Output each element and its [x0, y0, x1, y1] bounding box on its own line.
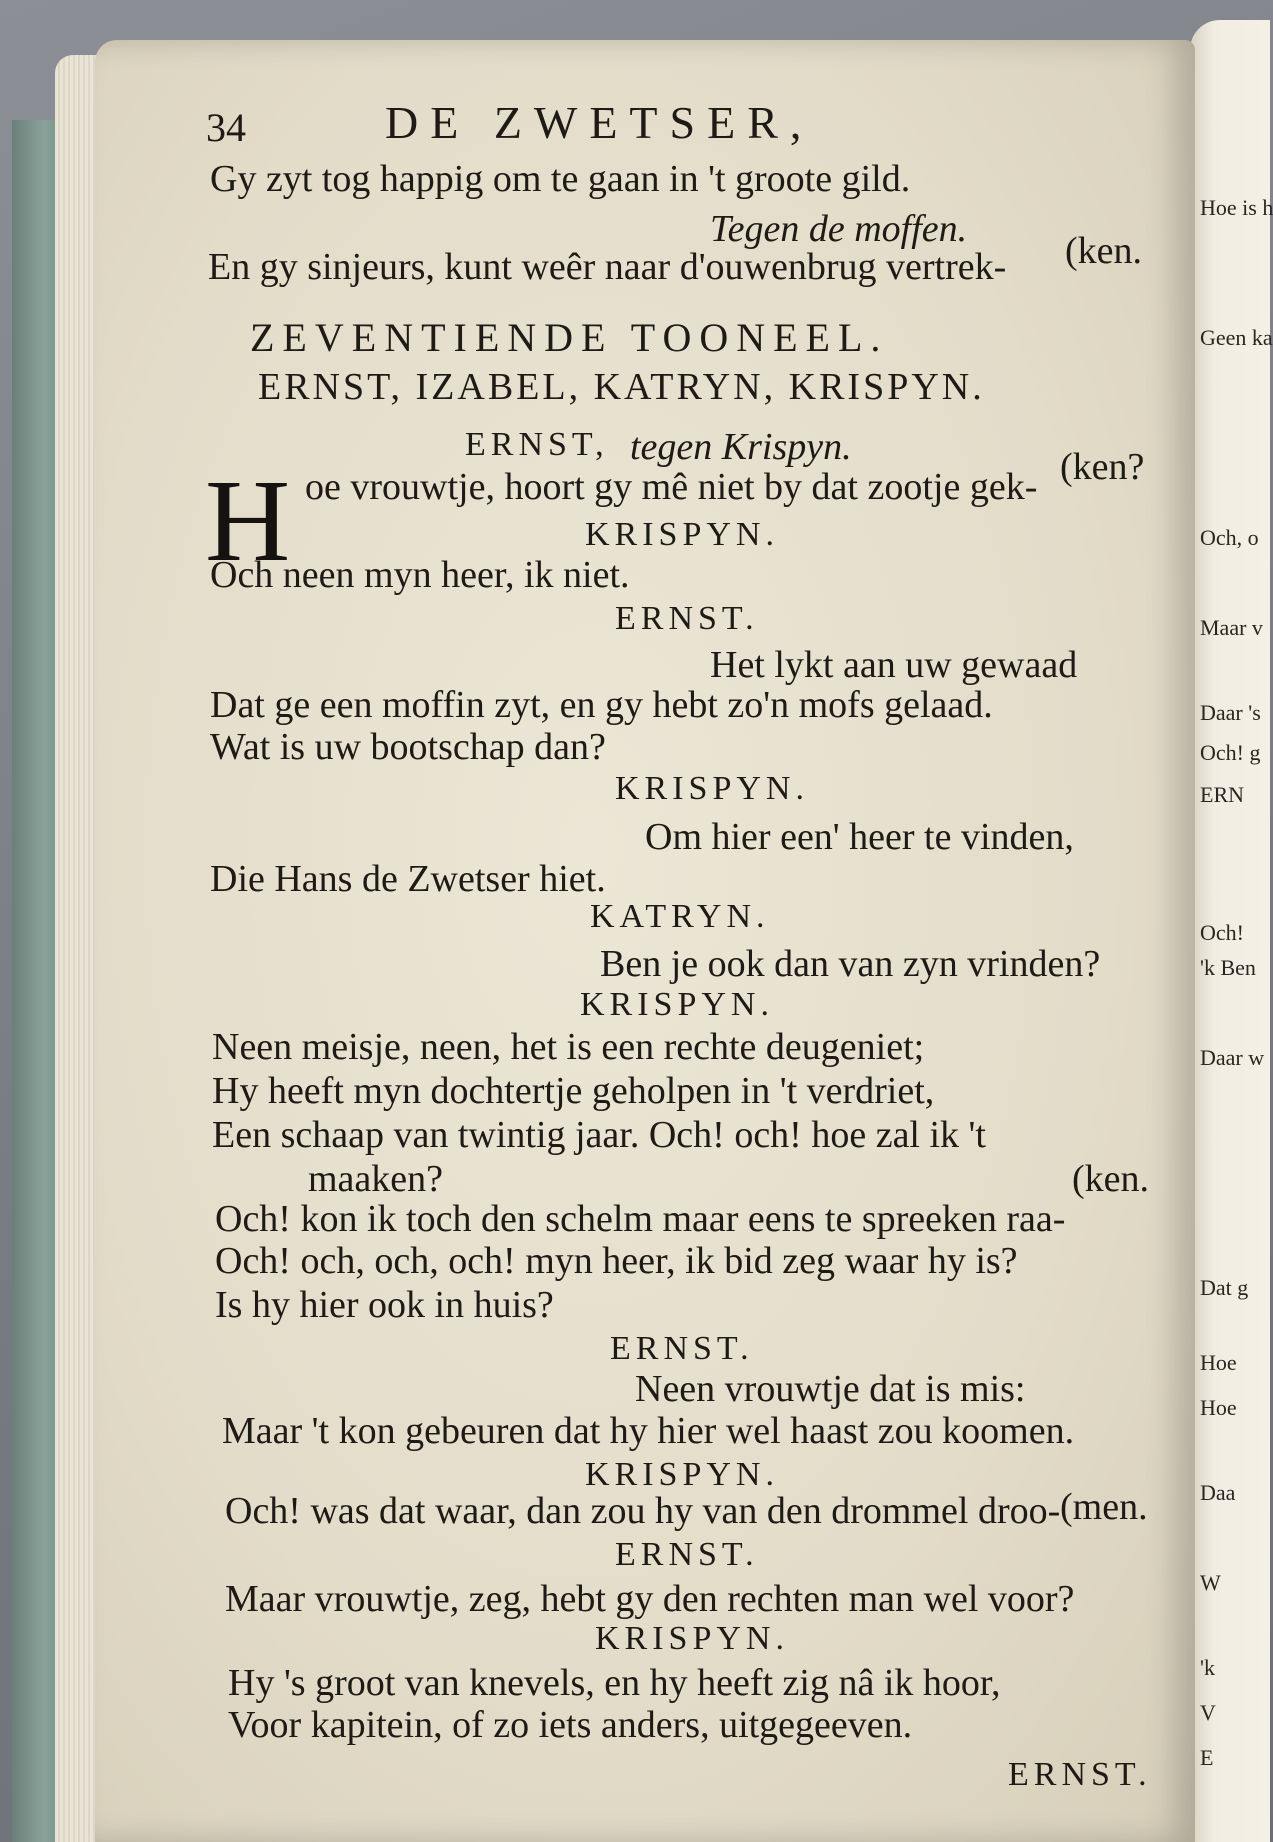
verse-line: Gy zyt tog happig om te gaan in 't groote gild. — [210, 158, 911, 200]
facing-page-fragment: Geen ka — [1200, 325, 1273, 350]
verse-line: Neen meisje, neen, het is een rechte deugeniet; — [212, 1026, 925, 1068]
facing-page-fragment: Maar v — [1200, 615, 1263, 640]
facing-page-fragment: E — [1200, 1745, 1214, 1770]
speaker-name: ERNST, — [465, 426, 609, 463]
verse-line: Hy 's groot van knevels, en hy heeft zig nâ ik hoor, — [228, 1662, 1001, 1704]
drop-capital: H — [205, 455, 291, 586]
speaker-name: KATRYN. — [590, 898, 770, 935]
facing-page-fragment: Och, o — [1200, 525, 1259, 550]
speaker-name: KRISPYN. — [580, 986, 774, 1023]
facing-page-fragment: W — [1200, 1570, 1221, 1595]
speaker-name: KRISPYN. — [595, 1620, 789, 1657]
turnover: (ken. — [1065, 230, 1143, 272]
verse-line: Och! och, och, och! myn heer, ik bid zeg waar hy is? — [215, 1240, 1018, 1282]
verse-line: maaken? — [308, 1158, 444, 1200]
speaker-name: KRISPYN. — [585, 1456, 779, 1493]
facing-page-fragment: Dat g — [1200, 1275, 1249, 1300]
verse-line: Neen vrouwtje dat is mis: — [635, 1368, 1026, 1410]
verse-line: Och! was dat waar, dan zou hy van den drommel droo- — [225, 1490, 1061, 1532]
verse-line: Die Hans de Zwetser hiet. — [210, 858, 606, 900]
facing-page — [1190, 20, 1273, 1842]
stage-direction: Tegen de moffen. — [710, 208, 968, 250]
verse-line: Ben je ook dan van zyn vrinden? — [600, 943, 1101, 985]
verse-line: Hy heeft myn dochtertje geholpen in 't verdriet, — [212, 1070, 935, 1112]
page-number: 34 — [206, 105, 246, 150]
verse-line: Om hier een' heer te vinden, — [645, 816, 1074, 858]
facing-page-fragment: V — [1200, 1700, 1216, 1725]
verse-line: Maar vrouwtje, zeg, hebt gy den rechten man wel voor? — [225, 1578, 1075, 1620]
turnover: (men. — [1060, 1486, 1148, 1528]
facing-page-fragment: 'k Ben — [1200, 955, 1256, 980]
facing-page-fragment: Och! — [1200, 920, 1244, 945]
turnover: (ken? — [1060, 446, 1145, 488]
turnover: (ken. — [1072, 1158, 1150, 1200]
speaker-name: KRISPYN. — [585, 516, 779, 553]
verse-line: Och! kon ik toch den schelm maar eens te spreeken raa- — [215, 1198, 1066, 1240]
facing-page-fragment: Daa — [1200, 1480, 1236, 1505]
running-head-title: DE ZWETSER, — [385, 97, 814, 148]
facing-page-fragment: ERN — [1200, 782, 1244, 807]
verse-line: Maar 't kon gebeuren dat hy hier wel haast zou koomen. — [222, 1410, 1075, 1452]
verse-line: Een schaap van twintig jaar. Och! och! hoe zal ik 't — [212, 1114, 986, 1156]
speaker-name: ERNST. — [615, 1536, 759, 1573]
speaker-name: KRISPYN. — [615, 770, 809, 807]
facing-page-fragment: Hoe is h — [1200, 195, 1273, 220]
facing-page-fragment: Hoe — [1200, 1350, 1237, 1375]
facing-page-fragment: Daar 's — [1200, 700, 1261, 725]
facing-page-fragment: 'k — [1200, 1655, 1215, 1680]
facing-page-fragment: Daar w — [1200, 1045, 1265, 1070]
verse-line: Voor kapitein, of zo iets anders, uitgegeeven. — [228, 1704, 913, 1746]
verse-line: oe vrouwtje, hoort gy mê niet by dat zootje gek- — [305, 466, 1038, 508]
speaker-name: ERNST. — [615, 600, 759, 637]
verse-line: Wat is uw bootschap dan? — [210, 726, 606, 768]
character-list: ERNST, IZABEL, KATRYN, KRISPYN. — [258, 366, 985, 408]
facing-page-fragment: Och! g — [1200, 740, 1261, 765]
catchword: ERNST. — [1008, 1756, 1152, 1793]
facing-page-fragment: Hoe — [1200, 1395, 1237, 1420]
verse-line: Is hy hier ook in huis? — [215, 1284, 554, 1326]
speaker-name: ERNST. — [610, 1330, 754, 1367]
verse-line: En gy sinjeurs, kunt weêr naar d'ouwenbrug vertrek- — [208, 246, 1007, 288]
verse-line: Het lykt aan uw gewaad — [710, 644, 1078, 686]
scene-heading: ZEVENTIENDE TOONEEL. — [250, 315, 889, 360]
stage-direction: tegen Krispyn. — [630, 426, 852, 468]
verse-line: Dat ge een moffin zyt, en gy hebt zo'n mofs gelaad. — [210, 684, 993, 726]
verse-line: Och neen myn heer, ik niet. — [210, 554, 630, 596]
